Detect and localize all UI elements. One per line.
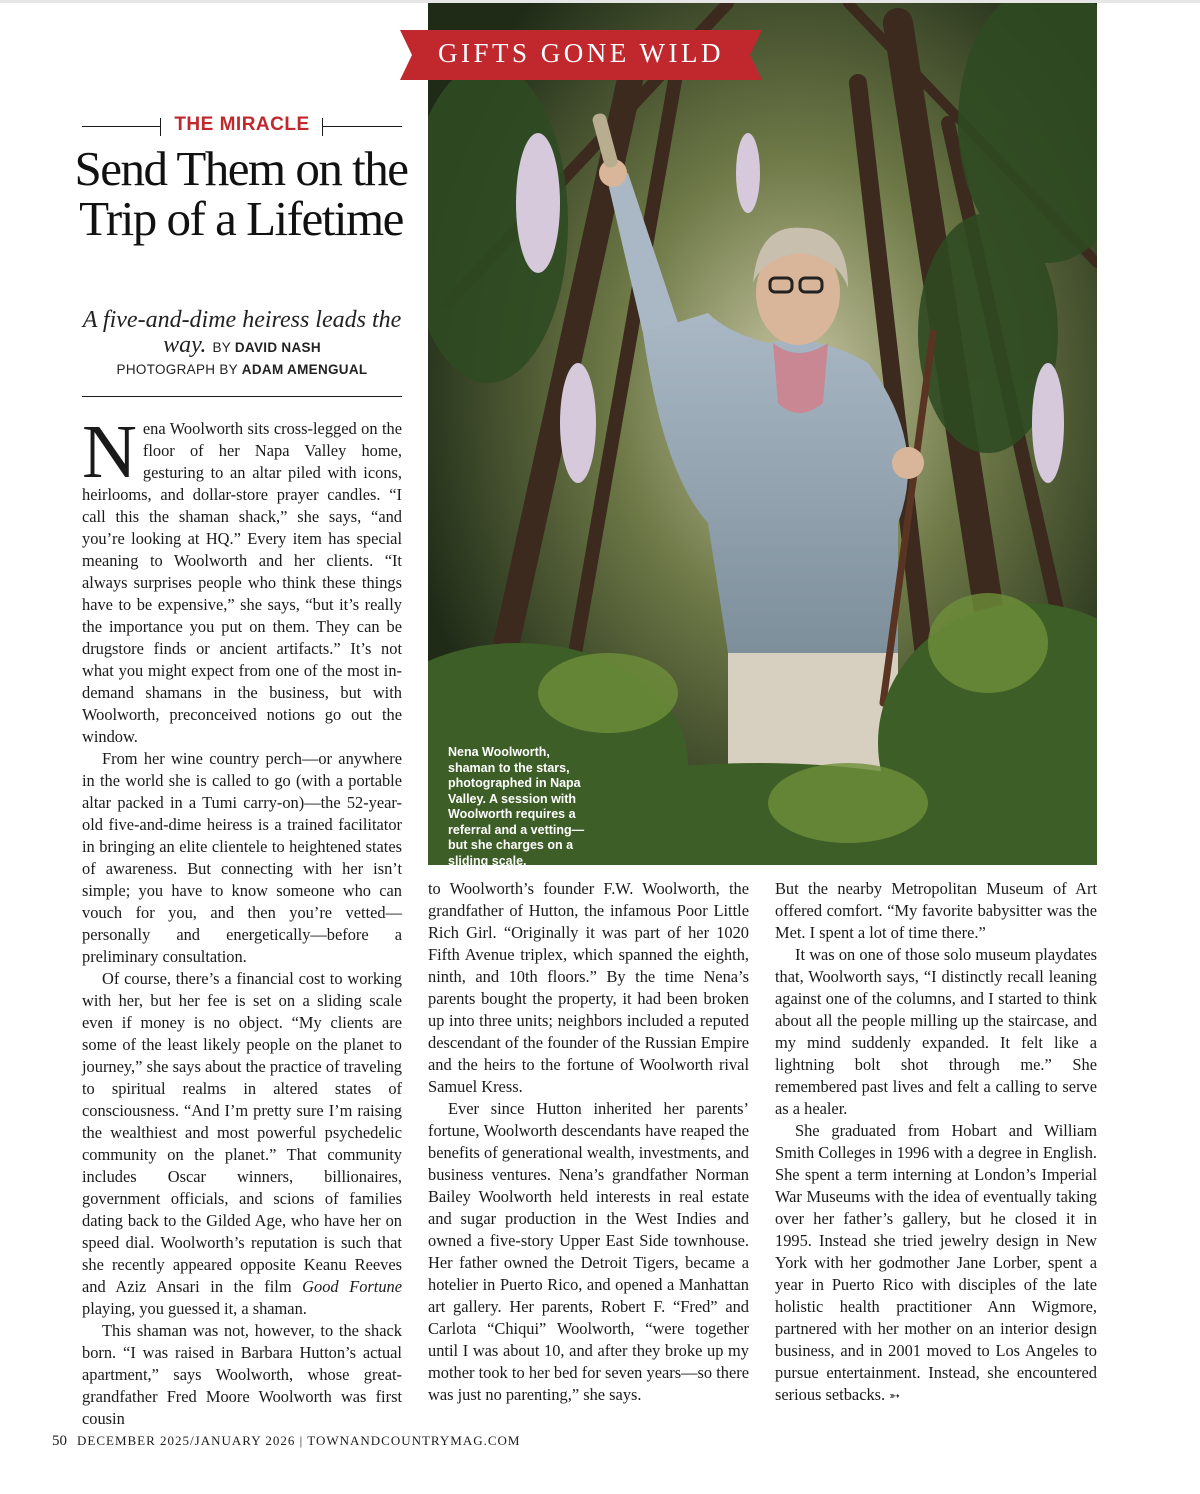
article-paragraph: It was on one of those solo museum playdates that, Woolworth says, “I distinctly recall leaning against one of the columns, and I started to think about all the people milling up the staircase, and my mind suddenly expanded. It felt like a lightning bolt shot through me.” She remembered past lives and felt a calling to serve as a healer. <box>775 945 1097 1118</box>
byline-author: DAVID NASH <box>234 340 321 355</box>
film-title: Good Fortune <box>302 1277 402 1296</box>
byline-prefix: BY <box>212 340 231 355</box>
article-paragraph: to Woolworth’s founder F.W. Woolworth, the grandfather of Hutton, the infamous Poor Little Rich Girl. “Originally it was part of her 1020 Fifth Avenue triplex, which spanned the eighth, ninth, and 10th floors.” By the time Nena’s parents bought the property, it had been broken up into three units; neighbors included a reputed descendant of the founder of the Russian Empire and the heirs to the fortune of Woolworth rival Samuel Kress. <box>428 879 749 1096</box>
article-column-1 <box>82 410 402 1430</box>
photo-caption: Nena Woolworth, shaman to the stars, photographed in Napa Valley. A session with Woolworth requires a referral and a vetting— but she charges on a sliding scale. <box>448 745 585 868</box>
photo-illustration <box>428 3 1097 865</box>
continued-arrow-icon: ➳ <box>889 1389 901 1404</box>
drop-cap: N <box>82 410 137 494</box>
dek <box>82 308 402 360</box>
article-paragraph <box>82 410 402 748</box>
byline <box>212 340 320 355</box>
article-paragraph: This shaman was not, however, to the shack born. “I was raised in Barbara Hutton’s actual apartment,” says Woolworth, whose great-grandfather Fred Moore Woolworth was first cousin <box>82 1321 402 1428</box>
article-column-2 <box>428 878 749 1406</box>
article-paragraph: From her wine country perch—or anywhere in the world she is called to go (with a portable altar packed in a Tumi carry-on)—the 52-year-old five-and-dime heiress is a trained facilitator in bringing an elite clientele to heightened states of awareness. But connecting with her isn’t simple; you have to know someone who can vouch for you, and then you’re vetted—personally and energetically—before a preliminary consultation. <box>82 749 402 966</box>
dek-text: A five-and-dime heiress leads the way. <box>82 307 402 358</box>
paragraph-text: ena Woolworth sits cross-legged on the floor of her Napa Valley home, gesturing to an altar piled with icons, heirlooms, and dollar-store prayer candles. “I call this the shaman shack,” she says, “and you’re looking at HQ.” Every item has special meaning to Woolworth and her clients. “It always surprises people who think these things have to be expensive,” she says, “but it’s really the importance you put on them. They can be drugstore finds or ancient artifacts.” It’s not what you might expect from one of the most in-demand shamans in the business, but with Woolworth, preconceived notions go out the window. <box>82 419 402 746</box>
kicker-rule-right <box>322 126 402 127</box>
article-photograph <box>428 3 1097 865</box>
page-number: 50 <box>52 1433 67 1449</box>
paragraph-text: She graduated from Hobart and William Smith Colleges in 1996 with a degree in English. She spent a term interning at London’s Imperial War Museums with the idea of eventually taking over her father’s gallery, but he closed it in 1995. Instead she tried jewelry design in New York with her godmother Jane Lorber, spent a year in Puerto Rico with disciples of the late holistic health practitioner Ann Wigmore, partnered with her mother on an interior design business, and in 2001 moved to Los Angeles to pursue entertainment. Instead, she encountered serious setbacks. <box>775 1121 1097 1404</box>
article-paragraph: But the nearby Metropolitan Museum of Art offered comfort. “My favorite babysitter was the Met. I spent a lot of time there.” <box>775 879 1097 942</box>
kicker-row <box>82 114 402 140</box>
heading-rule <box>82 396 402 397</box>
paragraph-text: Of course, there’s a financial cost to working with her, but her fee is set on a sliding scale even if money is no object. “My clients are some of the least likely people on the planet to journey,” she says about the practice of traveling to spiritual realms in altered states of consciousness. “And I’m pretty sure I’m raising the wealthiest and most powerful psychedelic community on the planet.” That community includes Oscar winners, billionaires, government officials, and scions of families dating back to the Gilded Age, who have her on speed dial. Woolworth’s reputation is such that she recently appeared opposite Keanu Reeves and Aziz Ansari in the film <box>82 969 402 1296</box>
paragraph-text: playing, you guessed it, a shaman. <box>82 1299 307 1318</box>
article-paragraph <box>775 1120 1097 1408</box>
section-kicker: THE MIRACLE <box>174 114 310 135</box>
section-banner <box>400 30 762 80</box>
article-paragraph: Ever since Hutton inherited her parents’ fortune, Woolworth descendants have reaped the benefits of generational wealth, investments, and business ventures. Nena’s grandfather Norman Bailey Woolworth held interests in real estate and sugar production in the West Indies and owned a five-story Upper East Side townhouse. Her father owned the Detroit Tigers, became a hotelier in Puerto Rico, and opened a Manhattan art gallery. Her parents, Robert F. “Fred” and Carlota “Chiqui” Woolworth, “were together until I was about 10, and after they broke up my mother took to her bed for seven years—so there was just no parenting,” she says. <box>428 1099 749 1404</box>
article-paragraph <box>82 968 402 1320</box>
photo-credit-prefix: PHOTOGRAPH BY <box>116 362 238 377</box>
kicker-tick-right <box>322 118 323 136</box>
article-column-3 <box>775 878 1097 1408</box>
page-footer <box>52 1433 520 1450</box>
issue-and-site: DECEMBER 2025/JANUARY 2026 | TOWNANDCOUNTRYMAG.COM <box>77 1433 521 1448</box>
photo-credit <box>82 362 402 377</box>
photo-credit-name: ADAM AMENGUAL <box>241 362 368 377</box>
banner-label: GIFTS GONE WILD <box>438 38 724 68</box>
headline: Send Them on the Trip of a Lifetime <box>74 141 408 246</box>
